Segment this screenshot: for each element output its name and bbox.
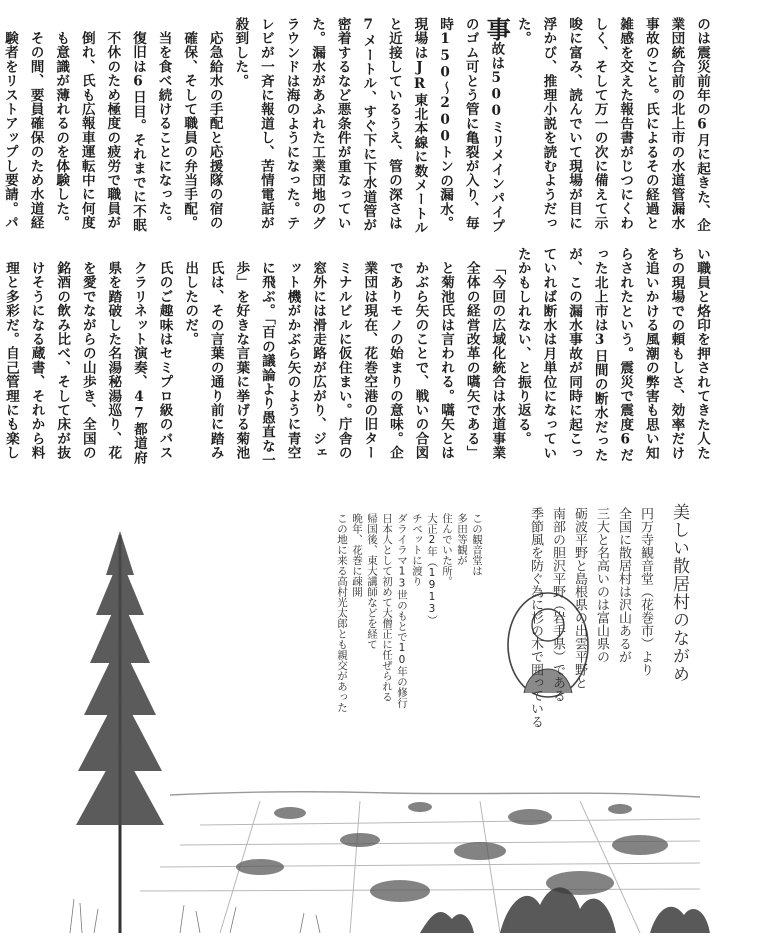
- article-paragraph: 氏のご趣味はセミプロ級のバスクラリネット演奏、47都道府県を踏破した名湯秘湯巡り、花を愛でながらの山歩き、全国の銘酒の飲み比べ、そして床が抜けそうになる蔵書、それから料理と多彩だ。自己管理にも楽し: [2, 260, 173, 465]
- drop-cap: 事: [482, 17, 512, 42]
- sketch-side-note: [334, 513, 484, 745]
- sketch-caption-line: 全国に散居村は沢山あるが: [616, 507, 631, 663]
- article-paragraph: その間、要員確保のため水道経験者をリストアップし要請。パ: [1, 30, 44, 230]
- sketch-caption-line: 砺波平野と島根県の出雲平野と: [572, 507, 587, 689]
- article-paragraph-body: 故は500ミリメインパイプのゴム可とう管に亀裂が入り、毎時150〜200トンの漏水。現場はJR東北本線に数メートルと近接しているうえ、管の深さは7メートル、すぐ下に下水道管が密着するなど悪条件が重なっていた。漏水があふれた工業団地のグラウンドは海のようになった。テレビが一斉に報道し、苦情電話が殺到した。: [232, 17, 505, 235]
- article-upper-tier: [1, 17, 714, 240]
- article-paragraph: い職員と烙印を押されてきた人たちの現場での頼もしさ、効率だけを追いかける風潮の弊害も思い知らされたという。震災で震度6だった北上市は3日間の断水だったが、この漏水事故が同時に起こっていれば断水は月単位になっていたかもしれない、と振り返る。: [514, 247, 710, 463]
- sketch-caption-line: 季節風を防ぐ為に杉の木で囲っている: [528, 507, 543, 728]
- side-note-line: チベットに渡り: [411, 513, 423, 587]
- side-note-line: ダライラマ13世のもとで10年の修行: [396, 513, 408, 708]
- landscape-sketch: [60, 495, 720, 933]
- side-note-line: 多田等観が: [456, 513, 468, 566]
- side-note-line: 晩年、花巻に疎開: [351, 513, 363, 597]
- article-paragraph: 「今回の広域化統合は水道事業全体の経営改革の嚆矢である」と菊池氏は言われる。嚆矢とはかぶら矢のことで、戦いの合図でありモノの始まりの意味。企業団は現在、花巻空港の旧ターミナルビルに仮住まい。庁舎の窓外には滑走路が広がり、ジェット機がかぶら矢のように青空に飛ぶ。「百の議論より愚直な一歩」を好きな言葉に挙げる菊池氏は、その言葉の通り前に踏み出したのだ。: [182, 260, 506, 467]
- side-note-line: この地に来る高村光太郎とも親交があった: [336, 513, 348, 713]
- article-lower-tier: [2, 247, 714, 471]
- sketch-caption-line: 円万寺観音堂（花巻市）より: [638, 507, 653, 676]
- sketch-title: 美しい散居村のながめ: [669, 503, 689, 683]
- sketch-caption: [524, 507, 656, 757]
- article-paragraph: のは震災前年の6月に起きた、企業団統合前の北上市の水道管漏水事故のこと。氏によるその経過と雑感を交えた報告書がじつにくわしく、そして万一の次に備えて示唆に富み、読んでいて現場が目に浮かび、推理小説を読むようだった。: [514, 17, 710, 233]
- article-paragraph-with-dropcap: [227, 17, 510, 240]
- sketch-caption-line: 南部の胆沢平野（岩手県）である: [550, 507, 565, 702]
- side-note-line: 日本人として初めて大僧正に任ぜられる: [381, 513, 393, 702]
- article-paragraph: 応急給水の手配と応援隊の宿の確保、そして職員の弁当手配。当を食べ続けることになった。復旧は6日目。それまでに不眠不休のため極度の疲労で職員が倒れ、氏も広報車運転中に何度も意識が薄れるのを体験した。: [53, 30, 223, 232]
- side-note-line: 帰国後、東大講師などを経て: [366, 513, 378, 650]
- side-note-line: この観音堂は: [471, 513, 483, 576]
- side-note-line: 住んでいた所。: [441, 513, 453, 587]
- side-note-line: 大正2年（1913）: [426, 513, 438, 626]
- sketch-caption-line: 三大と名高いのは富山県の: [594, 507, 609, 663]
